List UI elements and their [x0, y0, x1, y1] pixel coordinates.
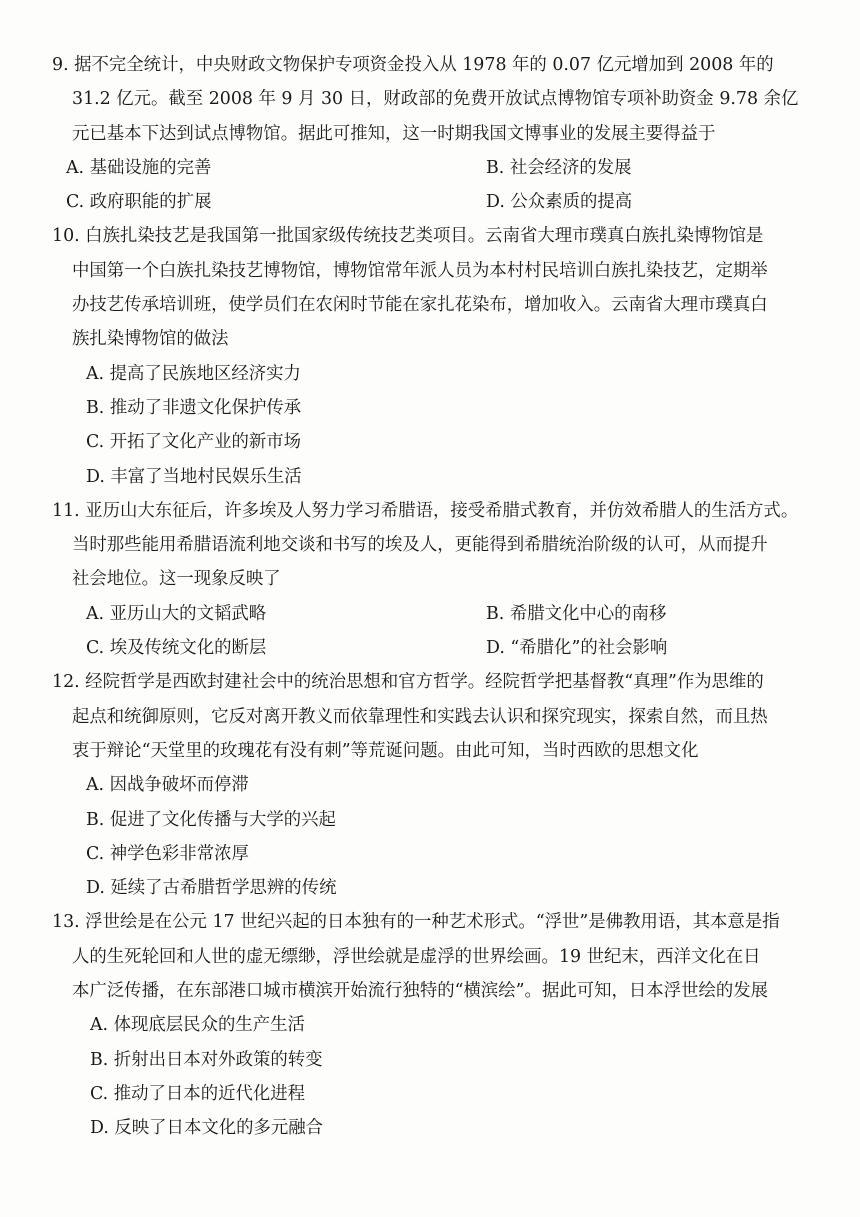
- option-b: B. 折射出日本对外政策的转变: [90, 1049, 323, 1070]
- question-stem-line: 族扎染博物馆的做法: [72, 329, 229, 350]
- option-row: [52, 631, 832, 665]
- option-b: B. 希腊文化中心的南移: [486, 603, 667, 624]
- question-stem-line: 中国第一个白族扎染技艺博物馆，博物馆常年派人员为本村村民培训白族扎染技艺，定期举: [72, 260, 768, 281]
- question-stem-line: 11. 亚历山大东征后，许多埃及人努力学习希腊语，接受希腊式教育，并仿效希腊人的生活方式。: [52, 500, 799, 521]
- option-d: D. 公众素质的提高: [486, 192, 633, 213]
- option-row: [52, 597, 832, 631]
- option-d: D. “希腊化”的社会影响: [486, 638, 668, 659]
- question-stem-line: 元已基本下达到试点博物馆。据此可推知，这一时期我国文博事业的发展主要得益于: [72, 123, 716, 144]
- option-a: A. 因战争破坏而停滞: [86, 775, 249, 796]
- option-c: C. 神学色彩非常浓厚: [86, 843, 249, 864]
- question-stem-line: 13. 浮世绘是在公元 17 世纪兴起的日本独有的一种艺术形式。“浮世”是佛教用语，其本意是指: [52, 912, 780, 933]
- option-d: D. 丰富了当地村民娱乐生活: [86, 466, 302, 487]
- question-stem-line: 社会地位。这一现象反映了: [72, 569, 281, 590]
- question-stem-line: 31.2 亿元。截至 2008 年 9 月 30 日，财政部的免费开放试点博物馆专项补助资金 9.78 余亿: [72, 89, 799, 110]
- option-d: D. 延续了古希腊哲学思辨的传统: [86, 878, 337, 899]
- option-d: D. 反映了日本文化的多元融合: [90, 1118, 324, 1139]
- question-stem-line: 12. 经院哲学是西欧封建社会中的统治思想和官方哲学。经院哲学把基督教“真理”作为思维的: [52, 672, 764, 693]
- question-stem-line: 9. 据不完全统计，中央财政文物保护专项资金投入从 1978 年的 0.07 亿元增加到 2008 年的: [52, 55, 774, 75]
- option-list: [52, 768, 832, 905]
- option-row: [52, 151, 832, 185]
- option-b: B. 社会经济的发展: [486, 157, 632, 178]
- option-c: C. 埃及传统文化的断层: [86, 638, 267, 659]
- option-b: B. 促进了文化传播与大学的兴起: [86, 809, 336, 830]
- question-stem-line: 办技艺传承培训班，使学员们在农闲时节能在家扎花染布，增加收入。云南省大理市璞真白: [72, 295, 768, 316]
- question-stem-line: 本广泛传播，在东部港口城市横滨开始流行独特的“横滨绘”。据此可知，日本浮世绘的发展: [72, 981, 769, 1002]
- option-a: A. 提高了民族地区经济实力: [86, 363, 301, 384]
- question-stem-line: 起点和统御原则，它反对离开教义而依靠理性和实践去认识和探究现实，探索自然，而且热: [72, 706, 768, 727]
- question-stem-line: 当时那些能用希腊语流利地交谈和书写的埃及人，更能得到希腊统治阶级的认可，从而提升: [72, 535, 768, 556]
- option-b: B. 推动了非遗文化保护传承: [86, 397, 302, 418]
- option-row: [52, 185, 832, 219]
- option-a: A. 基础设施的完善: [66, 157, 212, 178]
- question-stem-line: 人的生死轮回和人世的虚无缥缈，浮世绘就是虚浮的世界绘画。19 世纪末，西洋文化在日: [72, 946, 761, 967]
- option-list: [52, 357, 832, 494]
- option-c: C. 开拓了文化产业的新市场: [86, 432, 302, 453]
- question-13: [52, 905, 832, 1145]
- question-11: [52, 494, 832, 665]
- option-a: A. 亚历山大的文韬武略: [86, 603, 267, 624]
- question-9: [52, 48, 832, 219]
- option-c: C. 政府职能的扩展: [66, 192, 212, 213]
- question-stem-line: 10. 白族扎染技艺是我国第一批国家级传统技艺类项目。云南省大理市璞真白族扎染博物馆是: [52, 226, 764, 247]
- question-10: [52, 219, 832, 493]
- question-stem-line: 衷于辩论“天堂里的玫瑰花有没有刺”等荒诞问题。由此可知，当时西欧的思想文化: [72, 740, 699, 761]
- option-a: A. 体现底层民众的生产生活: [90, 1015, 305, 1036]
- option-list: [52, 1008, 832, 1145]
- option-c: C. 推动了日本的近代化进程: [90, 1083, 306, 1104]
- question-12: [52, 665, 832, 905]
